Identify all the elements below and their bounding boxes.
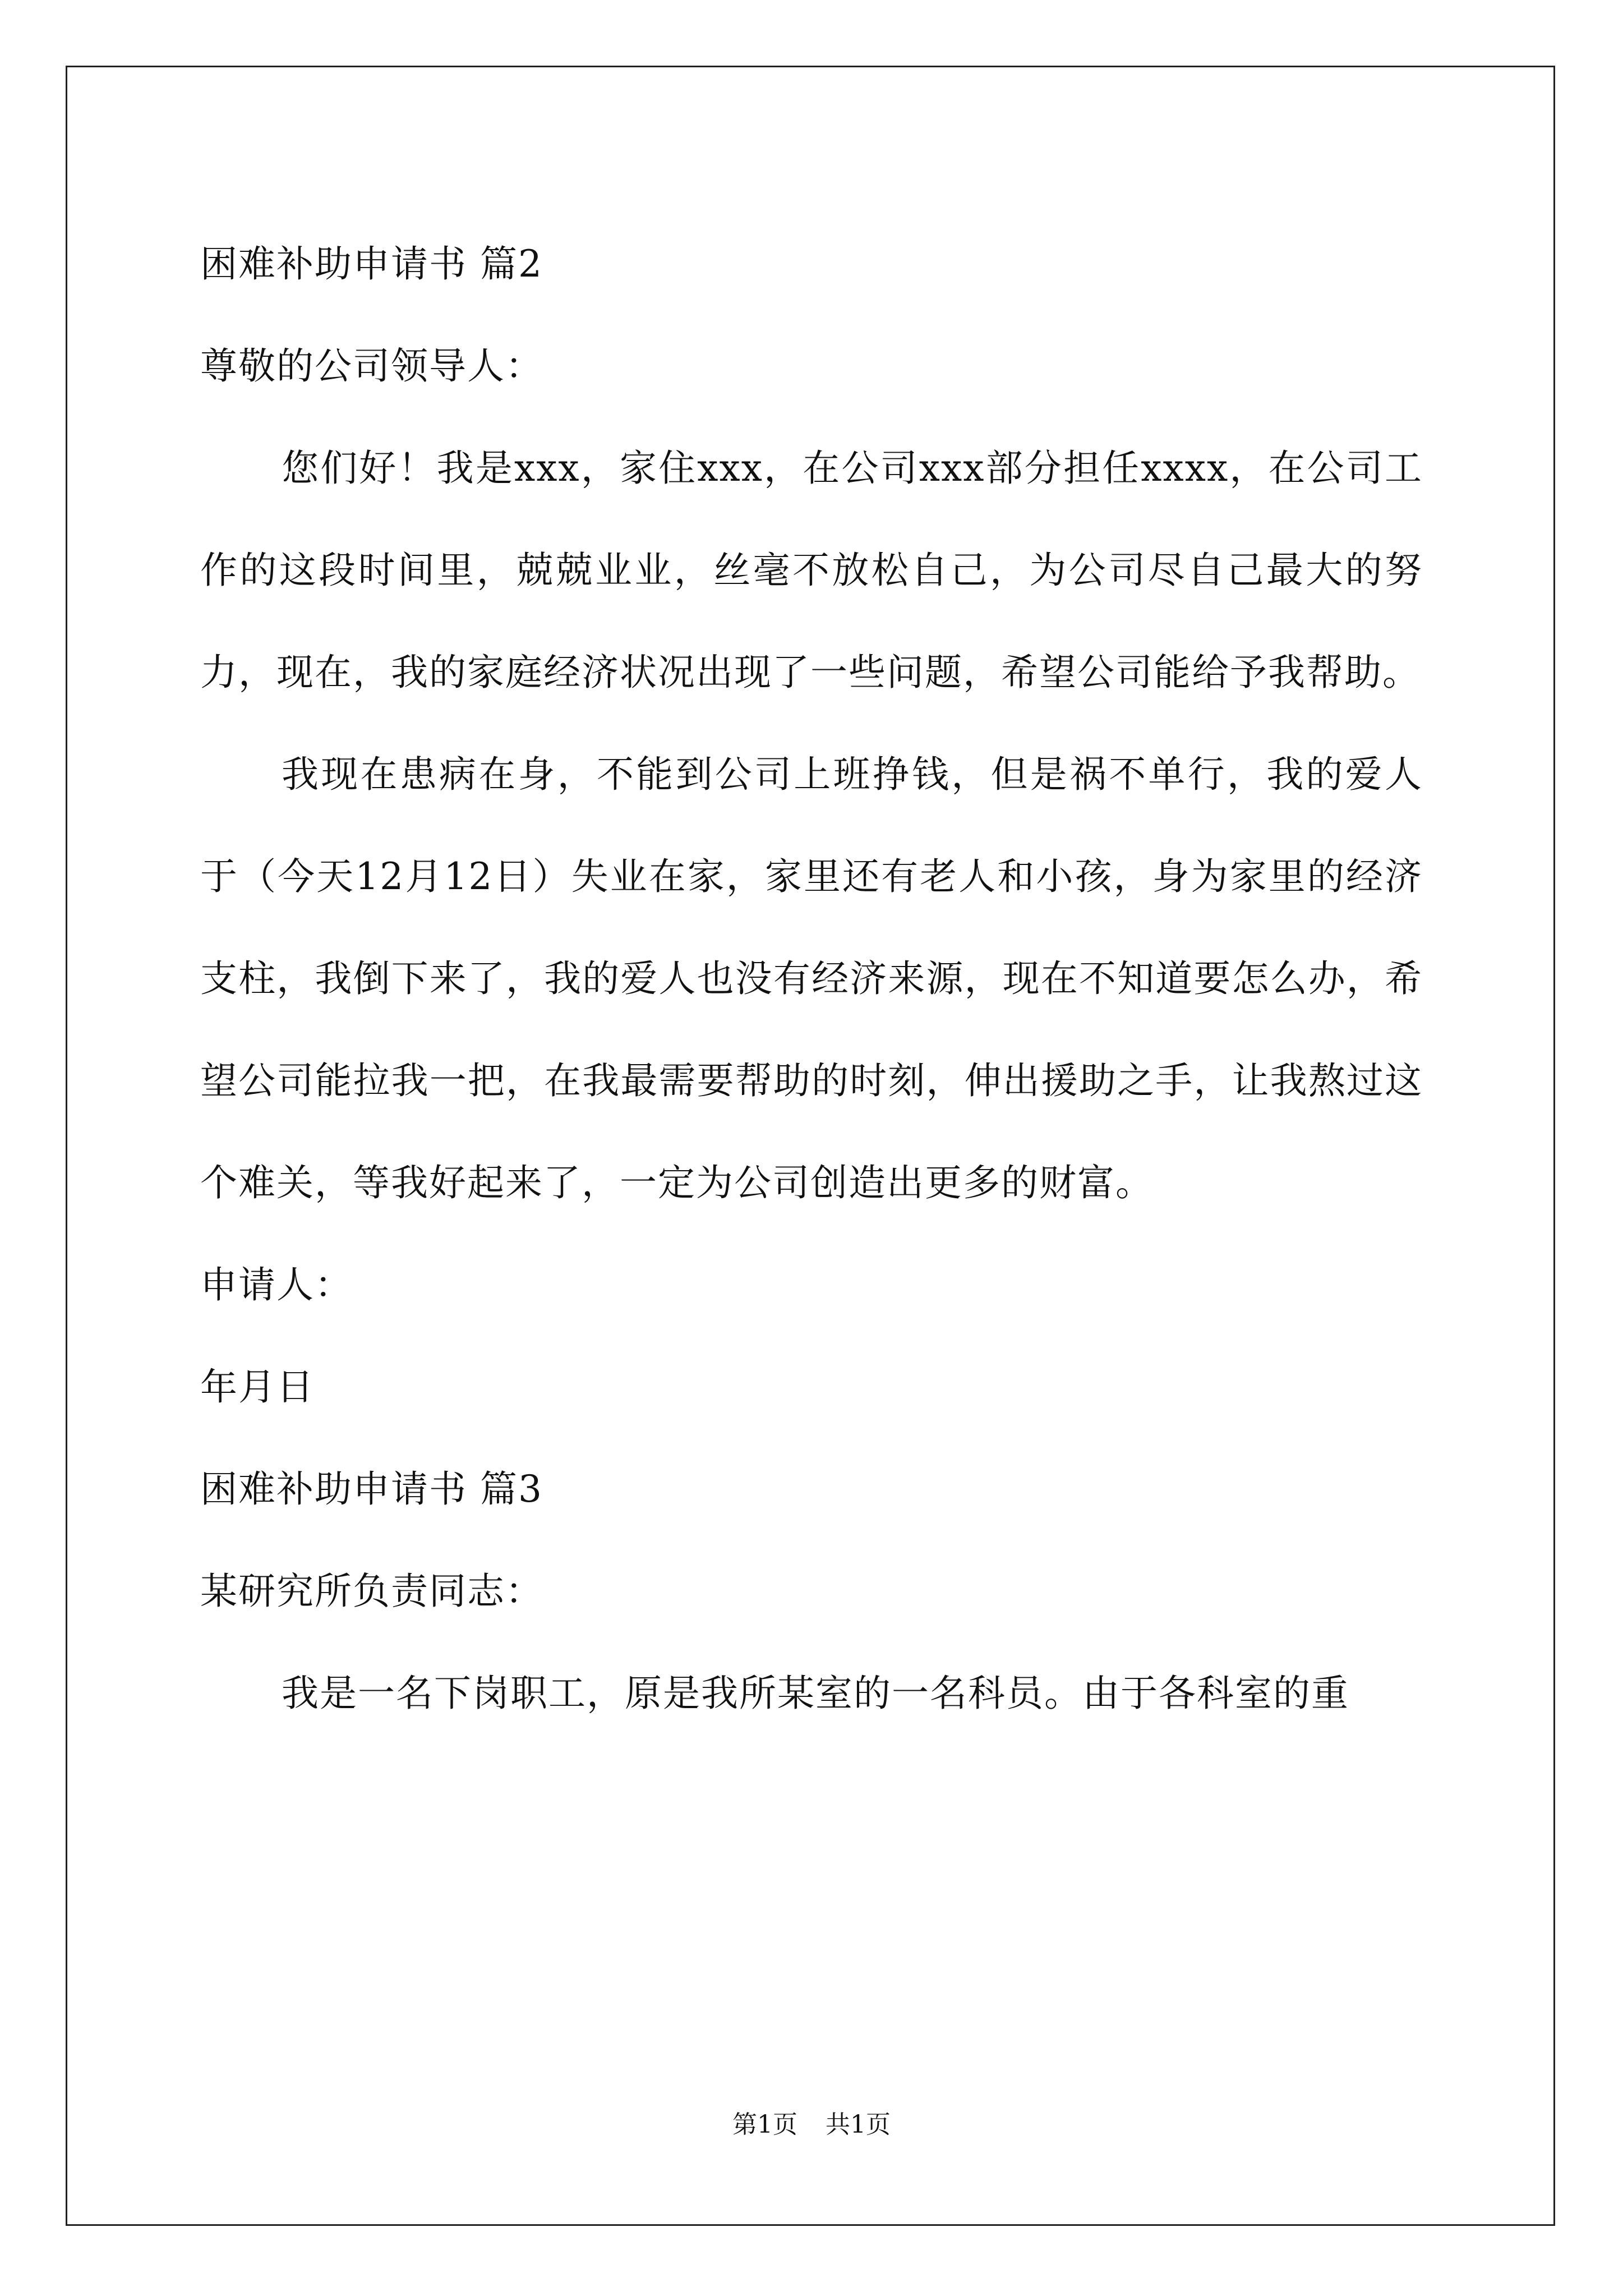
applicant-label: 申请人： bbox=[200, 1263, 353, 1306]
section-heading-3: 困难补助申请书 篇3 bbox=[200, 1467, 543, 1511]
date-label: 年月日 bbox=[200, 1365, 315, 1409]
paragraph-situation: 我现在患病在身，不能到公司上班挣钱，但是祸不单行，我的爱人于（今天12月12日）失业在家，家里还有老人和小孩，身为家里的经济支柱，我倒下来了，我的爱人也没有经济来源，现在不知道要怎么办，希望公司能拉我一把，在我最需要帮助的时刻，伸出援助之手，让我熬过这个难关，等我好起来了，一定为公司创造出更多的财富。 bbox=[200, 753, 1423, 1204]
document-body bbox=[200, 213, 1423, 1745]
salutation: 尊敬的公司领导人： bbox=[200, 344, 543, 388]
paragraph-intro: 您们好！我是xxx，家住xxx，在公司xxx部分担任xxxx，在公司工作的这段时间里，兢兢业业，丝毫不放松自己，为公司尽自己最大的努力，现在，我的家庭经济状况出现了一些问题，希望公司能给予我帮助。 bbox=[200, 447, 1423, 694]
section-heading-2: 困难补助申请书 篇2 bbox=[200, 242, 543, 286]
salutation-2: 某研究所负责同志： bbox=[200, 1570, 543, 1613]
page-total: 共1页 bbox=[826, 2110, 891, 2139]
page-number: 第1页 bbox=[732, 2110, 797, 2139]
page-footer bbox=[0, 2108, 1623, 2142]
paragraph-layoff: 我是一名下岗职工，原是我所某室的一名科员。由于各科室的重 bbox=[282, 1672, 1349, 1715]
